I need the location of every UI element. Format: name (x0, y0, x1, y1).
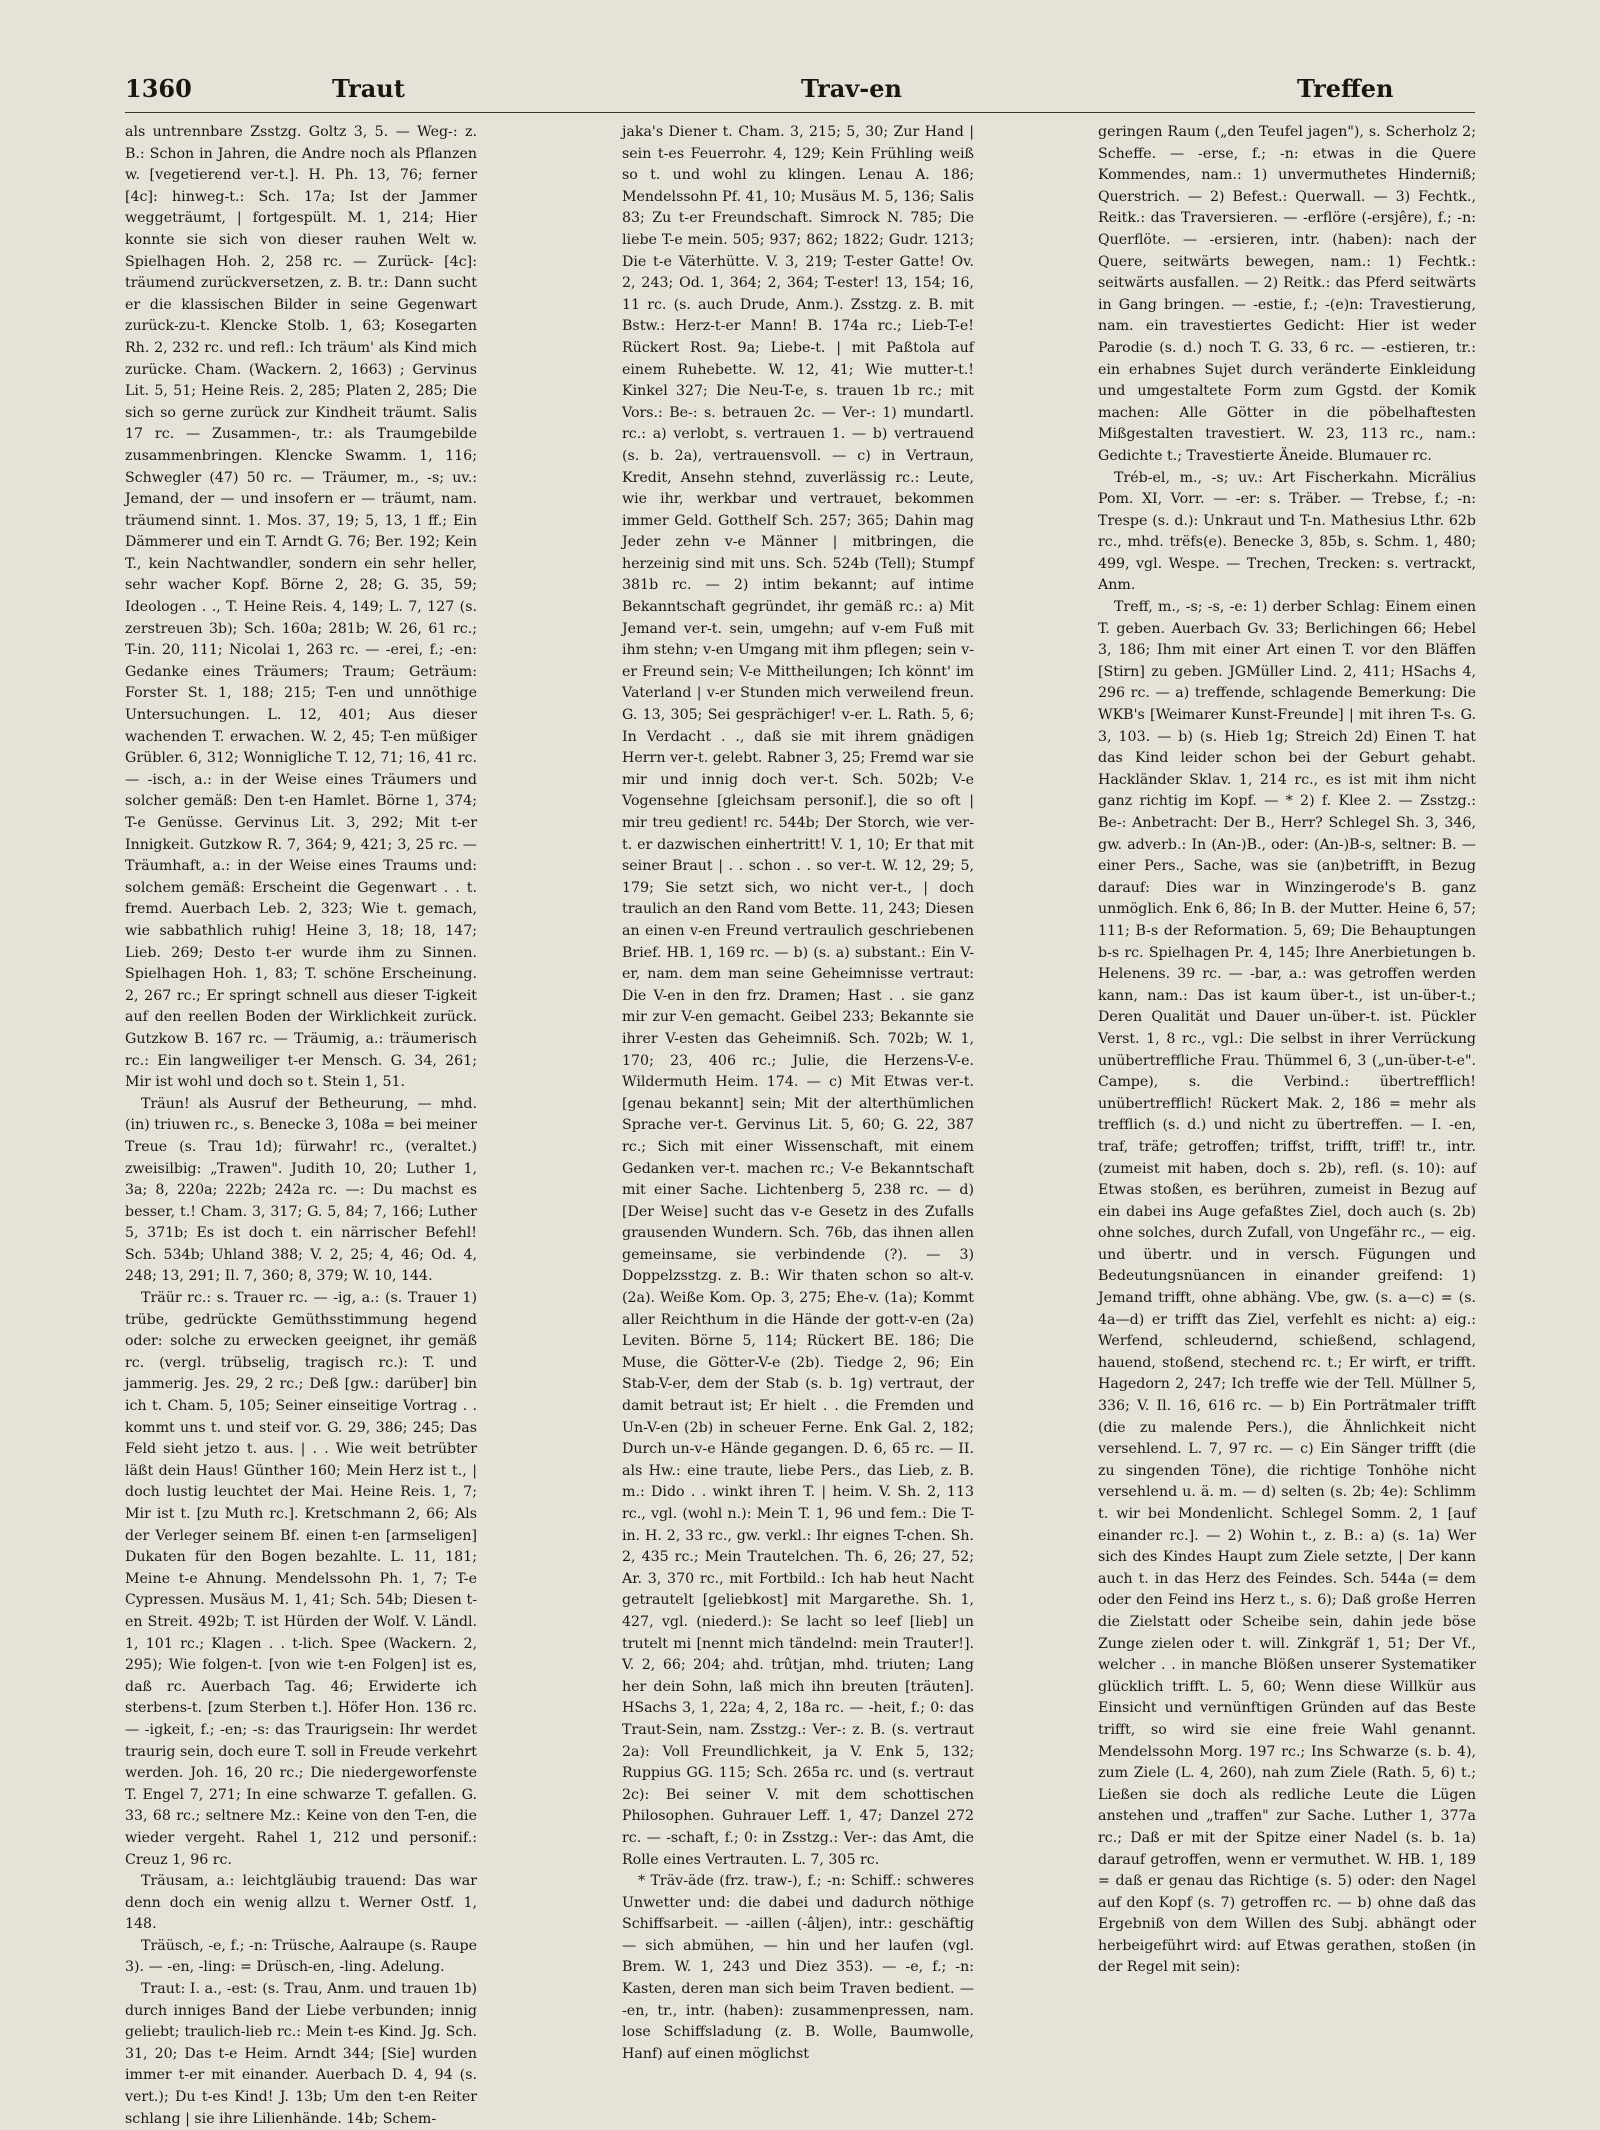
entry-paragraph: geringen Raum („den Teufel jagen"), s. Scherholz 2; Scheffe. — -erse, f.; -n: etwas in die Quere Kommendes, nam.: 1) unvermuthetes Hinderniß; Querstrich. — 2) Befest.: Querwall. — 3) Fechtk., Reitk.: das Traversieren. — -erflöre (-ersjêre), f.; -n: Querflöte. — -ersieren, intr. (haben): nach der Quere, seitwärts bewegen, nam.: 1) Fechtk.: seitwärts ausfallen. — 2) Reitk.: das Pferd seitwärts in Gang bringen. — -estie, f.; -(e)n: Travestierung, nam. ein travestiertes Gedicht: Hier ist weder Parodie (s. d.) noch T. G. 33, 6 rc. — -estieren, tr.: ein erhabnes Sujet durch veränderte Einkleidung und umgestaltete Form zum Ggstd. der Komik machen: Alle Götter in die pöbelhaftesten Mißgestalten travestiert. W. 23, 113 rc., nam.: Gedichte t.; Travestierte Äneide. Blumauer rc. (1098, 124, 1476, 464)
column-left (125, 122, 477, 2127)
entry-paragraph: Traut: I. a., -est: (s. Trau, Anm. und trauen 1b) durch inniges Band der Liebe verbunden; innig geliebt; traulich-lieb rc.: Mein t-es Kind. Jg. Sch. 31, 20; Das t-e Heim. Arndt 344; [Sie] wurden immer t-er mit einander. Auerbach D. 4, 94 (s. vert.); Du t-es Kind! J. 13b; Um den t-en Reiter schlang | sie ihre Lilienhände. 14b; Schem- (125, 1981, 477, 2127)
running-head-right: Treffen (1297, 74, 1394, 103)
header-rule (125, 112, 1475, 113)
entry-paragraph: Träür rc.: s. Trauer rc. — -ig, a.: (s. Trauer 1) trübe, gedrückte Gemüthsstimmung hegend oder: solche zu erwecken geeignet, ihr gemäß rc. (vergl. trübselig, tragisch rc.): T. und jammerig. Jes. 29, 2 rc.; Deß [gw.: darüber] bin ich t. Cham. 5, 105; Seiner einseitige Vortrag . . kommt uns t. und steif vor. G. 29, 386; 245; Das Feld sieht jetzo t. aus. | . . Wie weit betrübter läßt dein Haus! Günther 160; Mein Herz ist t., | doch lustig leuchtet der Mai. Heine Reis. 1, 7; Mir ist t. [zu Muth rc.]. Kretschmann 2, 66; Als der Verleger seinem Bf. einen t-en [armseligen] Dukaten für den Bogen bezahlte. L. 11, 181; Meine t-e Ahnung. Mendelssohn Ph. 1, 7; T-e Cypressen. Musäus M. 1, 41; Sch. 54b; Diesen t-en Streit. 492b; T. ist Hürden der Wolf. V. Ländl. 1, 101 rc.; Klagen . . t-lich. Spee (Wackern. 2, 295); Wie folgen-t. [von wie t-en Folgen] ist es, daß rc. Auerbach Tag. 46; Erwiderte ich sterbens-t. [zum Sterben t.]. Höfer Hon. 136 rc. — -igkeit, f.; -en; -s: das Traurigsein: Ihr werdet traurig sein, doch eure T. soll in Freude verkehrt werden. Joh. 16, 20 rc.; Die niedergeworfenste T. Engel 7, 271; In eine schwarze T. gefallen. G. 33, 68 rc.; seltnere Mz.: Keine von den T-en, die wieder vergeht. Rahel 1, 212 und personif.: Creuz 1, 96 rc. (125, 1290, 477, 1868)
column-right (1098, 122, 1476, 2007)
entry-paragraph: Tréb-el, m., -s; uv.: Art Fischerkahn. Micrälius Pom. XI, Vorr. — -er: s. Träber. — Trebse, f.; -n: Trespe (s. d.): Unkraut und T-n. Mathesius Lthr. 62b rc., mhd. trëfs(e). Benecke 3, 85b, s. Schm. 1, 480; 499, vgl. Wespe. — Trechen, Trecken: s. vertrackt, Anm. (1098, 469, 1476, 594)
running-head-middle: Trav-en (801, 74, 902, 103)
running-head-left: Traut (332, 74, 405, 103)
entry-paragraph: jaka's Diener t. Cham. 3, 215; 5, 30; Zur Hand | sein t-es Feuerrohr. 4, 129; Kein Frühling weiß so t. und wohl zu klingen. Lenau A. 186; Mendelssohn Pf. 41, 10; Musäus M. 5, 136; Salis 83; Zu t-er Freundschaft. Simrock N. 785; Die liebe T-e mein. 505; 937; 862; 1822; Gudr. 1213; Die t-e Väterhütte. V. 3, 219; T-ester Gatte! Ov. 2, 243; Od. 1, 364; 2, 364; T-ester! 13, 154; 16, 11 rc. (s. auch Drude, Anm.). Zsstzg. z. B. mit Bstw.: Herz-t-er Mann! B. 174a rc.; Lieb-T-e! Rückert Rost. 9a; Liebe-t. | mit Paßtola auf einem Ruhebette. W. 12, 41; Wie mutter-t.! Kinkel 327; Die Neu-T-e, s. trauen 1b rc.; mit Vors.: Be-: s. betrauen 2c. — Ver-: 1) mundartl. rc.: a) verlobt, s. vertrauen 1. — b) vertrauend (s. b. 2a), vertrauensvoll. — c) in Vertraun, Kredit, Ansehn stehnd, zuverlässig rc.: Leute, wie ihr, werkbar und vertrauet, bekommen immer Geld. Gotthelf Sch. 257; 365; Dahin mag Jeder zehn v-e Männer | mitbringen, die herzeinig sind mit uns. Sch. 524b (Tell); Stumpf 381b rc. — 2) intim bekannt; auf intime Bekanntschaft gegründet, ihr gemäß rc.: a) Mit Jemand ver-t. sein, umgehn; auf v-em Fuß mit ihm stehn; v-en Umgang mit ihm pflegen; sein v-er Freund sein; V-e Mittheilungen; Ich könnt' im Vaterland | v-er Stunden mich verweilend freun. G. 13, 305; Sei gesprächiger! v-er. L. Rath. 5, 6; In Verdacht . ., daß sie mit ihrem gnädigen Herrn ver-t. gelebt. Rabner 3, 25; Fremd war sie mir und innig doch ver-t. Sch. 502b; V-e Vogensehne [gleichsam personif.], die so oft | mir treu gedient! rc. 544b; Der Storch, wie ver-t. er dazwischen einhertritt! V. 1, 10; Er that mit seiner Braut | . . schon . . so ver-t. W. 12, 29; 5, 179; Sie setzt sich, wo nicht ver-t., | doch traulich an den Rand vom Bette. 11, 243; Diesen an einen v-en Freund vertraulich geschriebenen Brief. HB. 1, 169 rc. — b) (s. a) substant.: Ein V-er, nam. dem man seine Geheimnisse vertraut: Die V-en in den frz. Dramen; Hast . . sie ganz mir zur V-en gemacht. Geibel 233; Bekannte sie ihrer V-esten das Geheimniß. Sch. 702b; W. 1, 170; 23, 406 rc.; Julie, die Herzens-V-e. Wildermuth Heim. 174. — c) Mit Etwas ver-t. [genau bekannt] sein; Mit der alterthümlichen Sprache ver-t. Gervinus Lit. 5, 60; G. 22, 387 rc.; Sich mit einer Wissenschaft, mit einem Gedanken ver-t. machen rc.; V-e Bekanntschaft mit einer Sache. Lichtenberg 5, 238 rc. — d) [Der Weise] sucht das v-e Gesetz in des Zufalls grausenden Wundern. Sch. 76b, das ihnen allen gemeinsame, sie verbindende (?). — 3) Doppelzsstzg. z. B.: Wir thaten schon so alt-v. (2a). Weiße Kom. Op. 3, 275; Ehe-v. (1a); Kommt aller Reichthum in die Hände der gott-v-en (2a) Leviten. Börne 5, 114; Rückert BE. 186; Die Muse, die Götter-V-e (2b). Tiedge 2, 96; Ein Stab-V-er, dem der Stab (s. b. 1g) vertraut, der damit betraut ist; Er hielt . . die Fremden und Un-V-en (2b) in scheuer Ferne. Enk Gal. 2, 182; Durch un-v-e Hände gegangen. D. 6, 65 rc. — II. als Hw.: eine traute, liebe Pers., das Lieb, z. B. m.: Dido . . winkt ihren T. | heim. V. Sh. 2, 113 rc., vgl. (wohl n.): Mein T. 1, 96 und fem.: Die T-in. H. 2, 33 rc., gw. verkl.: Ihr eignes T-chen. Sh. 2, 435 rc.; Mein Trautelchen. Th. 6, 26; 27, 52; Ar. 3, 370 rc., mit Fortbild.: Ich hab heut Nacht getrautelt [geliebkost] mit Margarethe. Sh. 1, 427, vgl. (niederd.): Se lacht so leef [lieb] un trutelt mi [nennt mich tändelnd: mein Trauter!]. V. 2, 66; 204; ahd. trûtjan, mhd. triuten; Lang her dein Sohn, laß mich ihn breuten [träuten]. HSachs 3, 1, 22a; 4, 2, 18a rc. — -heit, f.; 0: das Traut-Sein, nam. Zsstzg.: Ver-: z. B. (s. vertraut 2a): Voll Freundlichkeit, ja V. Enk 5, 132; Ruppius GG. 115; Sch. 265a rc. und (s. vertraut 2c): Bei seiner V. mit dem schottischen Philosophen. Guhrauer Leff. 1, 47; Danzel 272 rc. — -schaft, f.; 0: in Zsstzg.: Ver-: das Amt, die Rolle eines Vertrauten. L. 7, 305 rc. (622, 124, 974, 1868)
entry-paragraph: als untrennbare Zsstzg. Goltz 3, 5. — Weg-: z. B.: Schon in Jahren, die Andre noch als Pflanzen w. [vegetierend ver-t.]. H. Ph. 13, 76; ferner [4c]: hinweg-t.: Sch. 17a; Ist der Jammer weggeträumt, | fortgespült. M. 1, 214; Hier konnte sie sich von dieser rauhen Welt w. Spielhagen Hoh. 2, 258 rc. — Zurück- [4c]: träumend zurückversetzen, z. B. tr.: Dann sucht er die klassischen Bilder in seine Gegenwart zurück-zu-t. Klencke Stolb. 1, 63; Kosegarten Rh. 2, 232 rc. und refl.: Ich träum' als Kind mich zurücke. Cham. (Wackern. 2, 1663) ; Gervinus Lit. 5, 51; Heine Reis. 2, 285; Platen 2, 285; Die sich so gerne zurück zur Kindheit träumt. Salis 17 rc. — Zusammen-, tr.: als Traumgebilde zusammenbringen. Klencke Swamm. 1, 116; Schwegler (47) 50 rc. — Träumer, m., -s; uv.: Jemand, der — und insofern er — träumt, nam. träumend sinnt. 1. Mos. 37, 19; 5, 13, 1 ff.; Ein Dämmerer und ein T. Arndt G. 76; Ber. 192; Kein T., kein Nachtwandler, sondern ein sehr heller, sehr wacher Kopf. Börne 2, 28; G. 35, 59; Ideologen . ., T. Heine Reis. 4, 149; L. 7, 127 (s. zerstreuen 3b); Sch. 160a; 281b; W. 26, 61 rc.; T-in. 20, 111; Nicolai 1, 263 rc. — -erei, f.; -en: Gedanke eines Träumers; Traum; Geträum: Forster St. 1, 188; 215; T-en und unnöthige Untersuchungen. L. 12, 401; Aus dieser wachenden T. erwachen. W. 2, 45; T-en müßiger Grübler. 6, 312; Wonnigliche T. 12, 71; 16, 41 rc. — -isch, a.: in der Weise eines Träumers und solcher gemäß: Den t-en Hamlet. Börne 1, 374; T-e Genüsse. Gervinus Lit. 3, 292; Mit t-er Innigkeit. Gutzkow R. 7, 364; 9, 421; 3, 25 rc. — Träumhaft, a.: in der Weise eines Traums und: solchem gemäß: Erscheint die Gegenwart . . t. fremd. Auerbach Leb. 2, 323; Wie t. gemach, wie sabbathlich ruhig! Heine 3, 18; 18, 147; Lieb. 269; Desto t-er wurde ihm zu Sinnen. Spielhagen Hoh. 1, 83; T. schöne Erscheinung. 2, 267 rc.; Er springt schnell aus dieser T-igkeit auf den reellen Boden der Wirklichkeit zurück. Gutzkow B. 167 rc. — Träumig, a.: träumerisch rc.: Ein langweiliger t-er Mensch. G. 34, 261; Mir ist wohl und doch so t. Stein 1, 51. (125, 124, 477, 1091)
entry-paragraph: Träüsch, -e, f.; -n: Trüsche, Aalraupe (s. Raupe 3). — -en, -ling: = Drüsch-en, -ling. Adelung. (125, 1937, 477, 1976)
page-number: 1360 (125, 74, 192, 103)
entry-paragraph: Träusam, a.: leichtgläubig trauend: Das war denn doch ein wenig allzu t. Werner Ostf. 1, 148. (125, 1873, 477, 1933)
entry-paragraph: * Träv-äde (frz. traw-), f.; -n: Schiff.: schweres Unwetter und: die dabei und dadurch nöthige Schiffsarbeit. — -aillen (-âljen), intr.: geschäftig — sich abmühen, — hin und her laufen (vgl. Brem. W. 1, 243 und Diez 353). — -e, f.; -n: Kasten, deren man sich beim Traven bedient. — -en, tr., intr. (haben): zusammenpressen, nam. lose Schiffsladung (z. B. Wolle, Baumwolle, Hanf) auf einen möglichst (622, 1873, 974, 2062)
column-middle (622, 122, 974, 2062)
entry-paragraph: Treff, m., -s; -s, -e: 1) derber Schlag: Einem einen T. geben. Auerbach Gv. 33; Berlichingen 66; Hebel 3, 186; Ihm mit einer Art einen T. vor den Bläffen [Stirn] zu geben. JGMüller Lind. 2, 411; HSachs 4, 296 rc. — a) treffende, schlagende Bemerkung: Die WKB's [Weimarer Kunst-Freunde] | mit ihren T-s. G. 3, 103. — b) (s. Hieb 1g; Streich 2d) Einen T. hat das Kind leider schon bei der Geburt gehabt. Hackländer Sklav. 1, 214 rc., es ist mit ihm nicht ganz richtig im Kopf. — * 2) f. Klee 2. — Zsstzg.: Be-: Anbetracht: Der B., Herr? Schlegel Sh. 3, 346, gw. adverb.: In (An-)B., oder: (An-)B-s, seltner: B. — einer Pers., Sache, was sie (an)betrifft, in Bezug darauf: Dies war in Winzingerode's B. ganz unmöglich. Enk 6, 86; In B. der Mutter. Heine 6, 57; 111; B-s der Reformation. 5, 69; Die Behauptungen b-s rc. Spielhagen Pr. 4, 145; Ihre Anerbietungen b. Helenens. 39 rc. — -bar, a.: was getroffen werden kann, nam.: Das ist kaum über-t., ist un-über-t.; Deren Qualität und Dauer un-über-t. ist. Pückler Verst. 1, 8 rc., vgl.: Die selbst in ihrer Verrückung unübertreffliche Frau. Thümmel 6, 3 („un-über-t-e". Campe), s. die Verbind.: übertrefflich! unübertrefflich! Rückert Mak. 2, 186 = mehr als trefflich (s. d.) und nicht zu übertreffen. — I. -en, traf, träfe; getroffen; triffst, trifft, triff! tr., intr. (zumeist mit haben, doch s. 2b), refl. (s. 10): auf Etwas stoßen, es berühren, zumeist in Bezug auf ein dabei ins Auge gefaßtes Ziel, doch auch (s. 2b) ohne solches, durch Zufall, von Ungefähr rc., — eig. und übertr. und in versch. Fügungen und Bedeutungsnüancen in einander greifend: 1) Jemand trifft, ohne abhäng. Vbe, gw. (s. a—c) = (s. 4a—d) er trifft das Ziel, verfehlt es nicht: a) eig.: Werfend, schleudernd, schießend, schlagend, hauend, stoßend, stechend rc. t.; Er wirft, er trifft. Hagedorn 2, 247; Ich treffe wie der Tell. Müllner 5, 336; V. Il. 16, 616 rc. — b) Ein Porträtmaler trifft (die zu malende Pers.), die Ähnlichkeit nicht versehlend. L. 7, 97 rc. — c) Ein Sänger trifft (die zu singenden Töne), die richtige Tonhöhe nicht versehlend u. ä. m. — d) selten (s. 2b; 4e): Schlimm t. wir bei Mondenlicht. Schlegel Somm. 2, 1 [auf einander rc.]. — 2) Wohin t., z. B.: a) (s. 1a) Wer sich des Kindes Haupt zum Ziele setzte, | Der kann auch t. in das Herz des Feindes. Sch. 544a (= dem oder den Feind ins Herz t., s. 6); Daß große Herren die Zielstatt oder Scheibe sein, dahin jede böse Zunge zielen oder t. will. Zinkgräf 1, 51; Der Vf., welcher . . in manche Blößen unserer Systematiker glücklich trifft. L. 5, 60; Wenn diese Willkür aus Einsicht und vernünftigen Gründen auf das Beste trifft, so wird sie eine freie Wahl genannt. Mendelssohn Morg. 197 rc.; Ins Schwarze (s. b. 4), zum Ziele (L. 4, 260), nah zum Ziele (Rath. 5, 6) t.; Ließen sie doch als redliche Leute die Lügen anstehen und „traffen" zur Sache. Luther 1, 377a rc.; Daß er mit der Spitze einer Nadel (s. b. 1a) darauf getroffen, wenn er vermuthet. W. HB. 1, 189 = daß er genau das Richtige (s. 5) oder: den Nagel auf den Kopf (s. 7) getroffen rc. — b) ohne daß das Ergebniß von dem Willen des Subj. abhängt oder herbeigeführt wird: auf Etwas gerathen, stoßen (in der Regel mit sein): (1098, 599, 1476, 1976)
entry-paragraph: Träun! als Ausruf der Betheurung, — mhd. (in) triuwen rc., s. Benecke 3, 108a = bei meiner Treue (s. Trau 1d); fürwahr! rc., (veraltet.) zweisilbig: „Trawen". Judith 10, 20; Luther 1, 3a; 8, 220a; 222b; 242a rc. —: Du machst es besser, t.! Cham. 3, 317; G. 5, 84; 7, 166; Luther 5, 371b; Es ist doch t. ein närrischer Befehl! Sch. 534b; Uhland 388; V. 2, 25; 4, 46; Od. 4, 248; 13, 291; Il. 7, 360; 8, 379; W. 10, 144. (125, 1095, 477, 1285)
page-header (125, 74, 1475, 114)
